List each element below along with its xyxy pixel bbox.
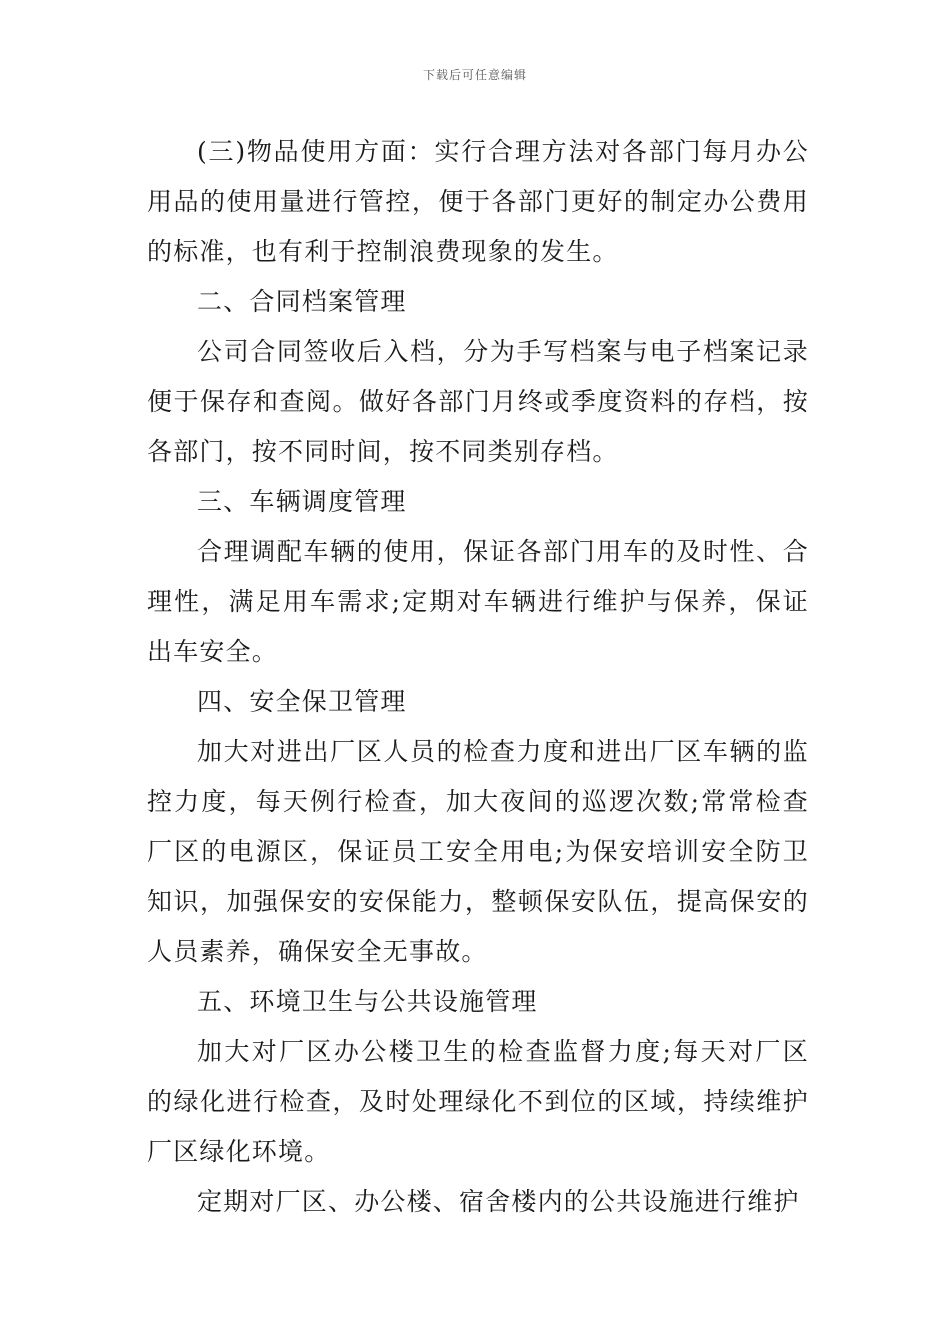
heading-security: 四、安全保卫管理: [197, 687, 407, 716]
heading-vehicle-dispatch: 三、车辆调度管理: [197, 487, 407, 516]
paragraph-facilities-maintenance: 定期对厂区、办公楼、宿舍楼内的公共设施进行维护: [197, 1187, 800, 1216]
paragraph-security: 加大对进出厂区人员的检查力度和进出厂区车辆的监控力度，每天例行检查，加大夜间的巡逻次数;常常检查厂区的电源区，保证员工安全用电;为保安培训安全防卫知识，加强保安的安保能力，整顿保安队伍，提高保安的人员素养，确保安全无事故。: [147, 737, 809, 966]
header-note: 下载后可任意编辑: [422, 68, 527, 82]
heading-environment-facilities: 五、环境卫生与公共设施管理: [197, 987, 538, 1016]
document-body: [147, 127, 809, 1227]
paragraph-vehicle-dispatch: 合理调配车辆的使用，保证各部门用车的及时性、合理性，满足用车需求;定期对车辆进行维护与保养，保证出车安全。: [147, 537, 809, 666]
paragraph-contract-archives: 公司合同签收后入档，分为手写档案与电子档案记录便于保存和查阅。做好各部门月终或季度资料的存档，按各部门，按不同时间，按不同类别存档。: [147, 337, 809, 466]
heading-contract-archives: 二、合同档案管理: [197, 287, 407, 316]
paragraph-environment: 加大对厂区办公楼卫生的检查监督力度;每天对厂区的绿化进行检查，及时处理绿化不到位的区域，持续维护厂区绿化环境。: [147, 1037, 809, 1166]
paragraph-office-supplies: (三)物品使用方面：实行合理方法对各部门每月办公用品的使用量进行管控，便于各部门更好的制定办公费用的标准，也有利于控制浪费现象的发生。: [147, 137, 809, 266]
